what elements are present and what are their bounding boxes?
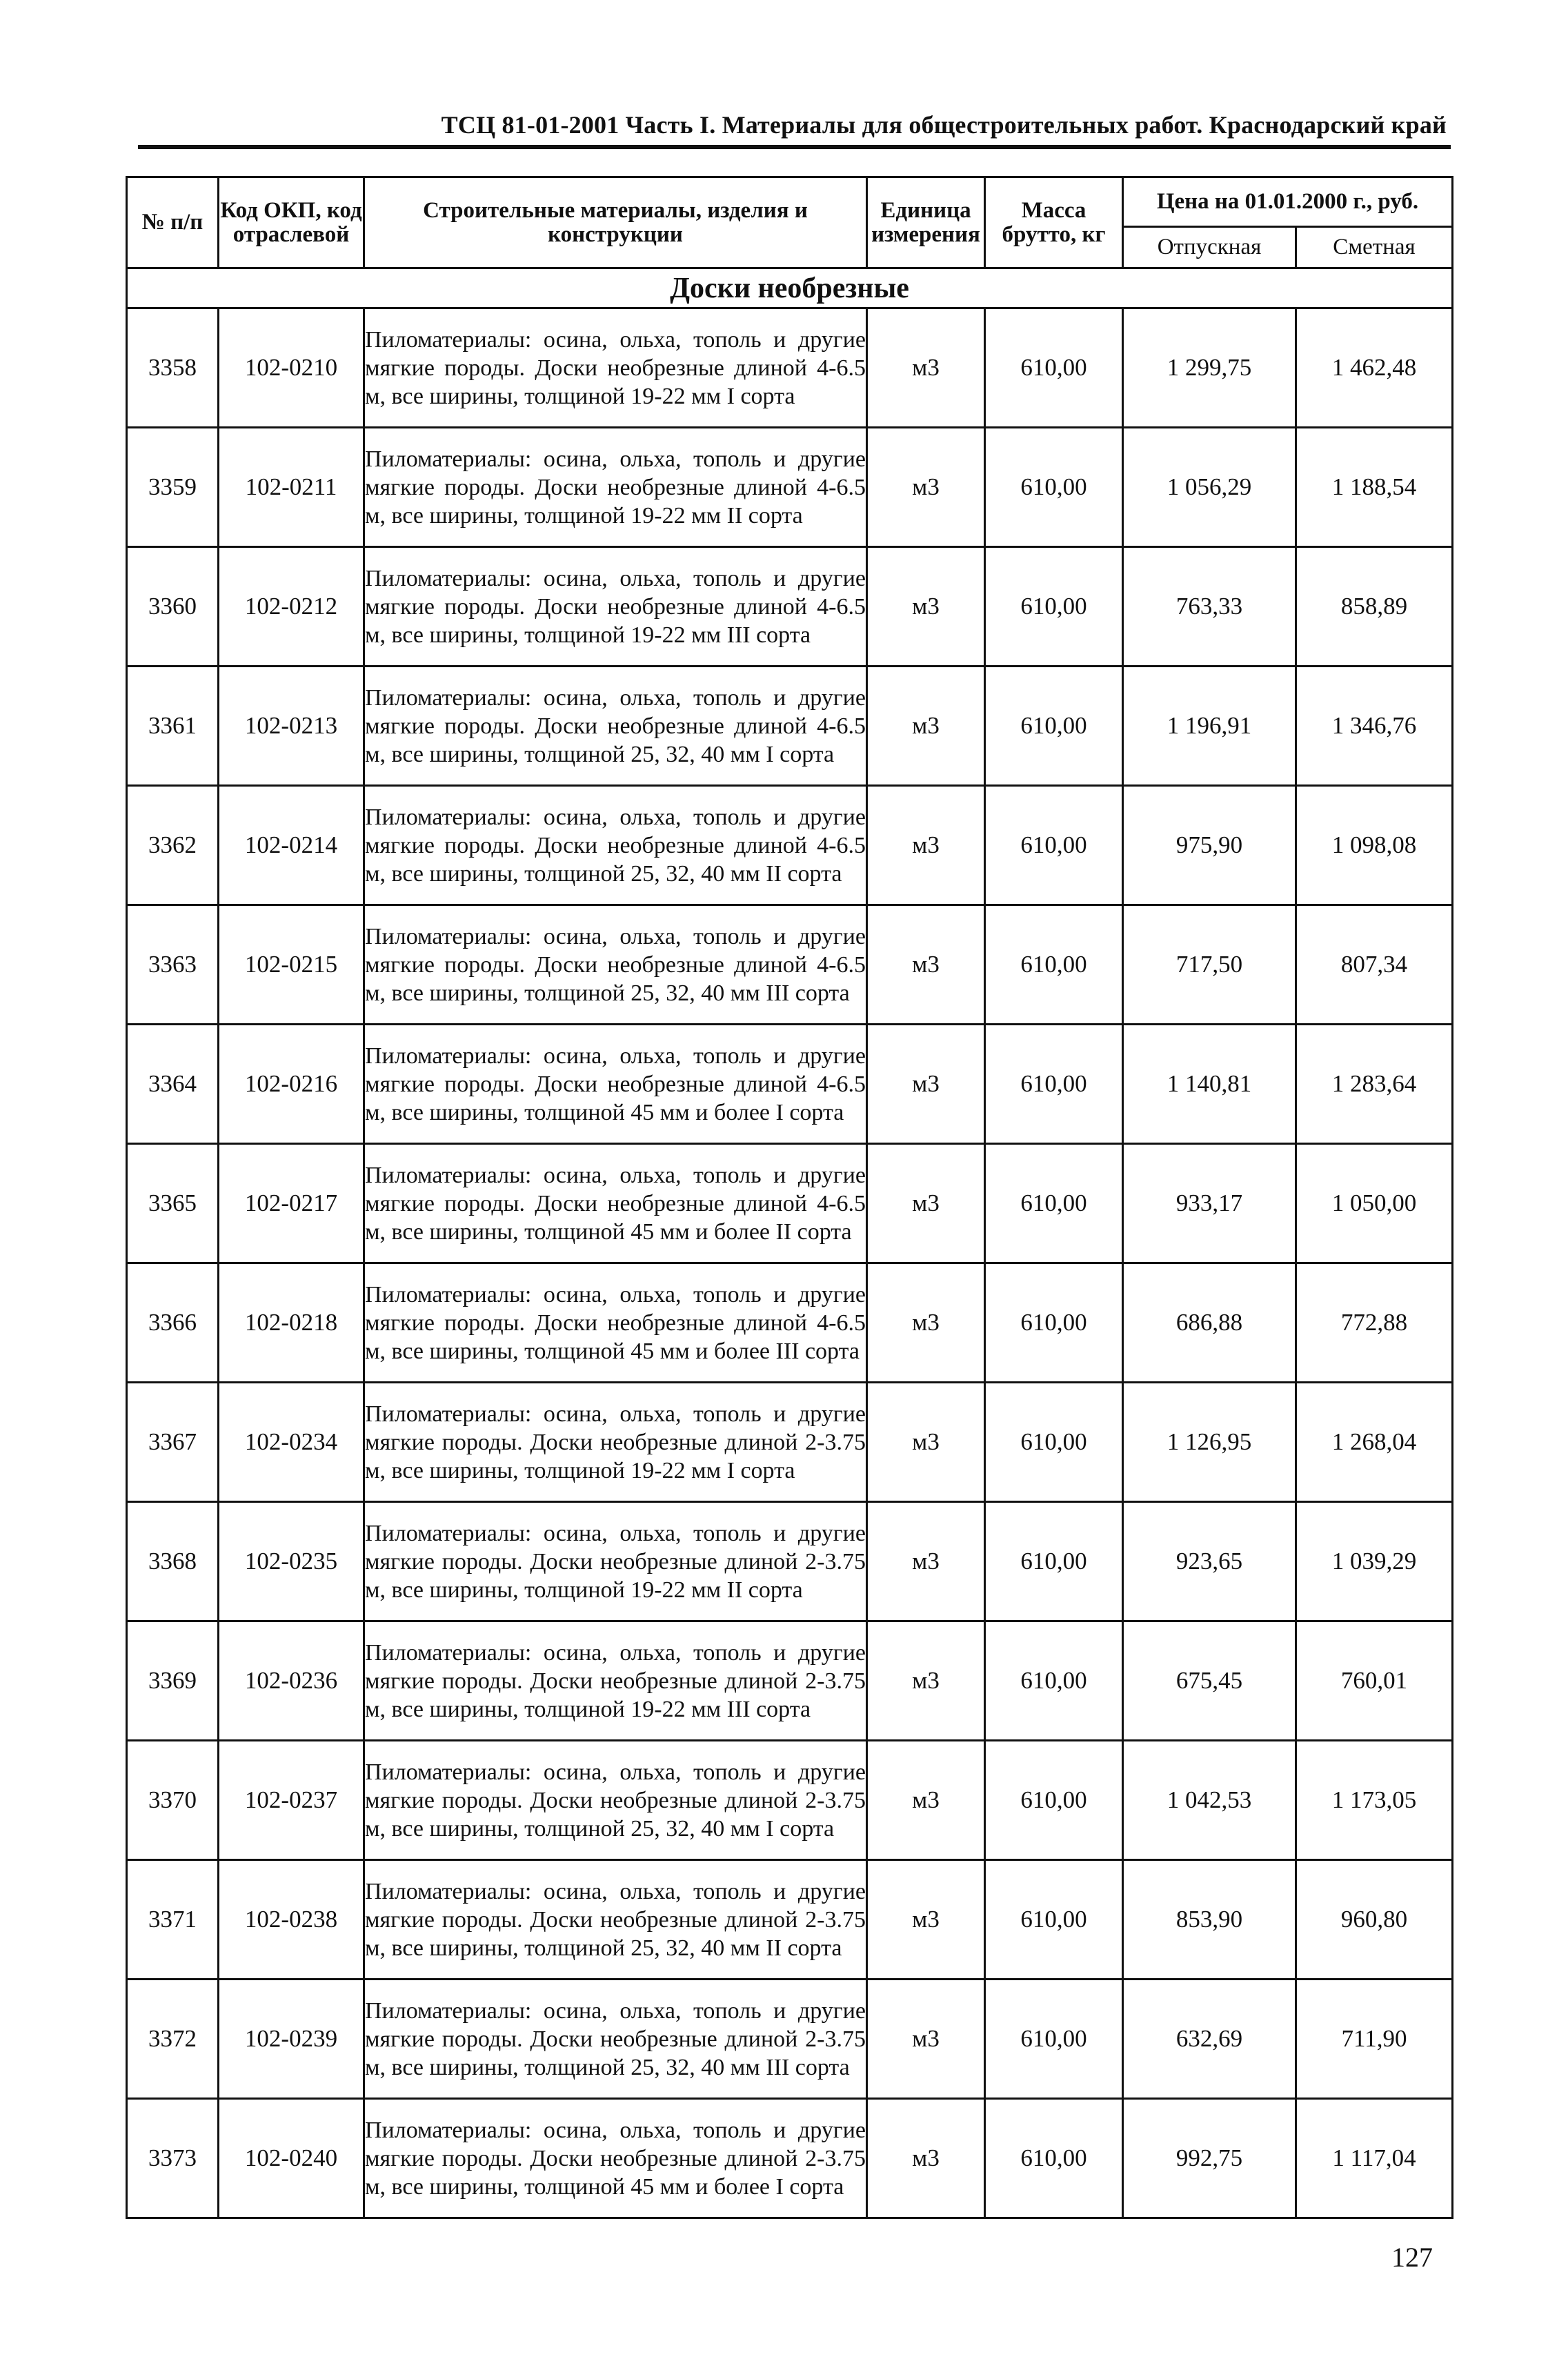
- row-number: 3373: [127, 2099, 219, 2218]
- row-code: 102-0217: [219, 1144, 364, 1263]
- row-mass: 610,00: [985, 1621, 1123, 1741]
- row-mass: 610,00: [985, 1860, 1123, 1980]
- price-table: [126, 176, 1453, 2219]
- row-estimate-price: 711,90: [1296, 1980, 1453, 2099]
- row-description: Пиломатериалы: осина, ольха, тополь и другие мягкие породы. Доски необрезные длиной 4-6.5 м, все ширины, толщиной 25, 32, 40 мм I сорта: [364, 667, 867, 786]
- row-number: 3370: [127, 1741, 219, 1860]
- col-header-mass: Масса брутто, кг: [985, 177, 1123, 268]
- row-number: 3366: [127, 1263, 219, 1383]
- row-unit: м3: [867, 308, 985, 428]
- row-release-price: 1 299,75: [1123, 308, 1296, 428]
- page-header: ТСЦ 81-01-2001 Часть I. Материалы для общестроительных работ. Краснодарский край: [441, 111, 1447, 139]
- table-row: [127, 667, 1453, 786]
- row-description: Пиломатериалы: осина, ольха, тополь и другие мягкие породы. Доски необрезные длиной 4-6.5 м, все ширины, толщиной 25, 32, 40 мм III сорта: [364, 905, 867, 1025]
- row-code: 102-0218: [219, 1263, 364, 1383]
- row-code: 102-0239: [219, 1980, 364, 2099]
- table-row: [127, 1263, 1453, 1383]
- row-code: 102-0237: [219, 1741, 364, 1860]
- row-unit: м3: [867, 1741, 985, 1860]
- row-number: 3359: [127, 428, 219, 547]
- row-estimate-price: 1 283,64: [1296, 1025, 1453, 1144]
- row-number: 3367: [127, 1383, 219, 1502]
- row-release-price: 763,33: [1123, 547, 1296, 667]
- row-mass: 610,00: [985, 1502, 1123, 1621]
- col-header-release: Отпускная: [1123, 227, 1296, 268]
- row-number: 3369: [127, 1621, 219, 1741]
- row-code: 102-0211: [219, 428, 364, 547]
- row-estimate-price: 760,01: [1296, 1621, 1453, 1741]
- table-row: [127, 1502, 1453, 1621]
- col-header-estimate: Сметная: [1296, 227, 1453, 268]
- table-row: [127, 428, 1453, 547]
- row-mass: 610,00: [985, 1263, 1123, 1383]
- row-number: 3371: [127, 1860, 219, 1980]
- row-release-price: 686,88: [1123, 1263, 1296, 1383]
- row-mass: 610,00: [985, 2099, 1123, 2218]
- table-row: [127, 1741, 1453, 1860]
- table-row: [127, 2099, 1453, 2218]
- row-description: Пиломатериалы: осина, ольха, тополь и другие мягкие породы. Доски необрезные длиной 4-6.5 м, все ширины, толщиной 45 мм и более II сорта: [364, 1144, 867, 1263]
- row-code: 102-0238: [219, 1860, 364, 1980]
- row-unit: м3: [867, 1144, 985, 1263]
- row-estimate-price: 1 462,48: [1296, 308, 1453, 428]
- row-release-price: 975,90: [1123, 786, 1296, 905]
- row-unit: м3: [867, 1980, 985, 2099]
- row-unit: м3: [867, 1383, 985, 1502]
- row-description: Пиломатериалы: осина, ольха, тополь и другие мягкие породы. Доски необрезные длиной 2-3.75 м, все ширины, толщиной 25, 32, 40 мм II сорта: [364, 1860, 867, 1980]
- row-unit: м3: [867, 428, 985, 547]
- col-header-code: Код ОКП, код отраслевой: [219, 177, 364, 268]
- table-row: [127, 786, 1453, 905]
- col-header-price-group: Цена на 01.01.2000 г., руб.: [1123, 177, 1453, 227]
- row-estimate-price: 807,34: [1296, 905, 1453, 1025]
- row-release-price: 1 140,81: [1123, 1025, 1296, 1144]
- row-number: 3363: [127, 905, 219, 1025]
- col-header-unit: Единица измерения: [867, 177, 985, 268]
- table-row: [127, 1383, 1453, 1502]
- row-description: Пиломатериалы: осина, ольха, тополь и другие мягкие породы. Доски необрезные длиной 2-3.75 м, все ширины, толщиной 25, 32, 40 мм I сорта: [364, 1741, 867, 1860]
- row-release-price: 632,69: [1123, 1980, 1296, 2099]
- row-release-price: 933,17: [1123, 1144, 1296, 1263]
- row-code: 102-0215: [219, 905, 364, 1025]
- row-number: 3364: [127, 1025, 219, 1144]
- row-mass: 610,00: [985, 1025, 1123, 1144]
- table-row: [127, 308, 1453, 428]
- row-unit: м3: [867, 1860, 985, 1980]
- row-mass: 610,00: [985, 1383, 1123, 1502]
- page-number: 127: [1391, 2242, 1433, 2273]
- row-mass: 610,00: [985, 1144, 1123, 1263]
- row-description: Пиломатериалы: осина, ольха, тополь и другие мягкие породы. Доски необрезные длиной 4-6.5 м, все ширины, толщиной 19-22 мм III сорта: [364, 547, 867, 667]
- row-code: 102-0214: [219, 786, 364, 905]
- row-code: 102-0216: [219, 1025, 364, 1144]
- row-release-price: 1 126,95: [1123, 1383, 1296, 1502]
- row-description: Пиломатериалы: осина, ольха, тополь и другие мягкие породы. Доски необрезные длиной 4-6.5 м, все ширины, толщиной 19-22 мм I сорта: [364, 308, 867, 428]
- row-number: 3368: [127, 1502, 219, 1621]
- row-release-price: 1 196,91: [1123, 667, 1296, 786]
- table-row: [127, 1860, 1453, 1980]
- row-release-price: 1 042,53: [1123, 1741, 1296, 1860]
- row-unit: м3: [867, 2099, 985, 2218]
- row-number: 3365: [127, 1144, 219, 1263]
- row-estimate-price: 960,80: [1296, 1860, 1453, 1980]
- table-row: [127, 547, 1453, 667]
- row-code: 102-0236: [219, 1621, 364, 1741]
- table-row: [127, 1144, 1453, 1263]
- row-unit: м3: [867, 1025, 985, 1144]
- section-title: Доски необрезные: [127, 268, 1453, 308]
- row-description: Пиломатериалы: осина, ольха, тополь и другие мягкие породы. Доски необрезные длиной 2-3.75 м, все ширины, толщиной 19-22 мм II сорта: [364, 1502, 867, 1621]
- row-code: 102-0235: [219, 1502, 364, 1621]
- table-row: [127, 1621, 1453, 1741]
- row-description: Пиломатериалы: осина, ольха, тополь и другие мягкие породы. Доски необрезные длиной 2-3.75 м, все ширины, толщиной 19-22 мм I сорта: [364, 1383, 867, 1502]
- row-mass: 610,00: [985, 308, 1123, 428]
- row-estimate-price: 858,89: [1296, 547, 1453, 667]
- row-number: 3372: [127, 1980, 219, 2099]
- row-estimate-price: 1 346,76: [1296, 667, 1453, 786]
- row-description: Пиломатериалы: осина, ольха, тополь и другие мягкие породы. Доски необрезные длиной 4-6.5 м, все ширины, толщиной 19-22 мм II сорта: [364, 428, 867, 547]
- row-release-price: 1 056,29: [1123, 428, 1296, 547]
- row-mass: 610,00: [985, 667, 1123, 786]
- row-estimate-price: 1 173,05: [1296, 1741, 1453, 1860]
- table-row: [127, 1980, 1453, 2099]
- row-code: 102-0240: [219, 2099, 364, 2218]
- row-release-price: 992,75: [1123, 2099, 1296, 2218]
- row-code: 102-0212: [219, 547, 364, 667]
- row-unit: м3: [867, 1502, 985, 1621]
- row-unit: м3: [867, 1263, 985, 1383]
- row-code: 102-0234: [219, 1383, 364, 1502]
- row-code: 102-0213: [219, 667, 364, 786]
- row-mass: 610,00: [985, 547, 1123, 667]
- row-mass: 610,00: [985, 1741, 1123, 1860]
- row-mass: 610,00: [985, 1980, 1123, 2099]
- row-number: 3362: [127, 786, 219, 905]
- header-rule: [138, 145, 1451, 149]
- row-estimate-price: 1 188,54: [1296, 428, 1453, 547]
- row-mass: 610,00: [985, 428, 1123, 547]
- row-estimate-price: 1 098,08: [1296, 786, 1453, 905]
- row-number: 3361: [127, 667, 219, 786]
- row-mass: 610,00: [985, 905, 1123, 1025]
- row-release-price: 675,45: [1123, 1621, 1296, 1741]
- row-unit: м3: [867, 667, 985, 786]
- row-release-price: 717,50: [1123, 905, 1296, 1025]
- row-description: Пиломатериалы: осина, ольха, тополь и другие мягкие породы. Доски необрезные длиной 2-3.75 м, все ширины, толщиной 19-22 мм III сорта: [364, 1621, 867, 1741]
- row-description: Пиломатериалы: осина, ольха, тополь и другие мягкие породы. Доски необрезные длиной 2-3.75 м, все ширины, толщиной 25, 32, 40 мм III сорта: [364, 1980, 867, 2099]
- row-unit: м3: [867, 786, 985, 905]
- row-number: 3360: [127, 547, 219, 667]
- row-unit: м3: [867, 1621, 985, 1741]
- row-estimate-price: 1 039,29: [1296, 1502, 1453, 1621]
- col-header-name: Строительные материалы, изделия и конструкции: [364, 177, 867, 268]
- row-estimate-price: 772,88: [1296, 1263, 1453, 1383]
- row-estimate-price: 1 050,00: [1296, 1144, 1453, 1263]
- row-code: 102-0210: [219, 308, 364, 428]
- row-unit: м3: [867, 905, 985, 1025]
- row-description: Пиломатериалы: осина, ольха, тополь и другие мягкие породы. Доски необрезные длиной 2-3.75 м, все ширины, толщиной 45 мм и более I сорта: [364, 2099, 867, 2218]
- row-estimate-price: 1 268,04: [1296, 1383, 1453, 1502]
- table-row: [127, 905, 1453, 1025]
- row-description: Пиломатериалы: осина, ольха, тополь и другие мягкие породы. Доски необрезные длиной 4-6.5 м, все ширины, толщиной 25, 32, 40 мм II сорта: [364, 786, 867, 905]
- row-mass: 610,00: [985, 786, 1123, 905]
- row-release-price: 923,65: [1123, 1502, 1296, 1621]
- col-header-num: № п/п: [127, 177, 219, 268]
- row-release-price: 853,90: [1123, 1860, 1296, 1980]
- row-number: 3358: [127, 308, 219, 428]
- table-row: [127, 1025, 1453, 1144]
- row-unit: м3: [867, 547, 985, 667]
- row-description: Пиломатериалы: осина, ольха, тополь и другие мягкие породы. Доски необрезные длиной 4-6.5 м, все ширины, толщиной 45 мм и более I сорта: [364, 1025, 867, 1144]
- row-estimate-price: 1 117,04: [1296, 2099, 1453, 2218]
- row-description: Пиломатериалы: осина, ольха, тополь и другие мягкие породы. Доски необрезные длиной 4-6.5 м, все ширины, толщиной 45 мм и более III сорта: [364, 1263, 867, 1383]
